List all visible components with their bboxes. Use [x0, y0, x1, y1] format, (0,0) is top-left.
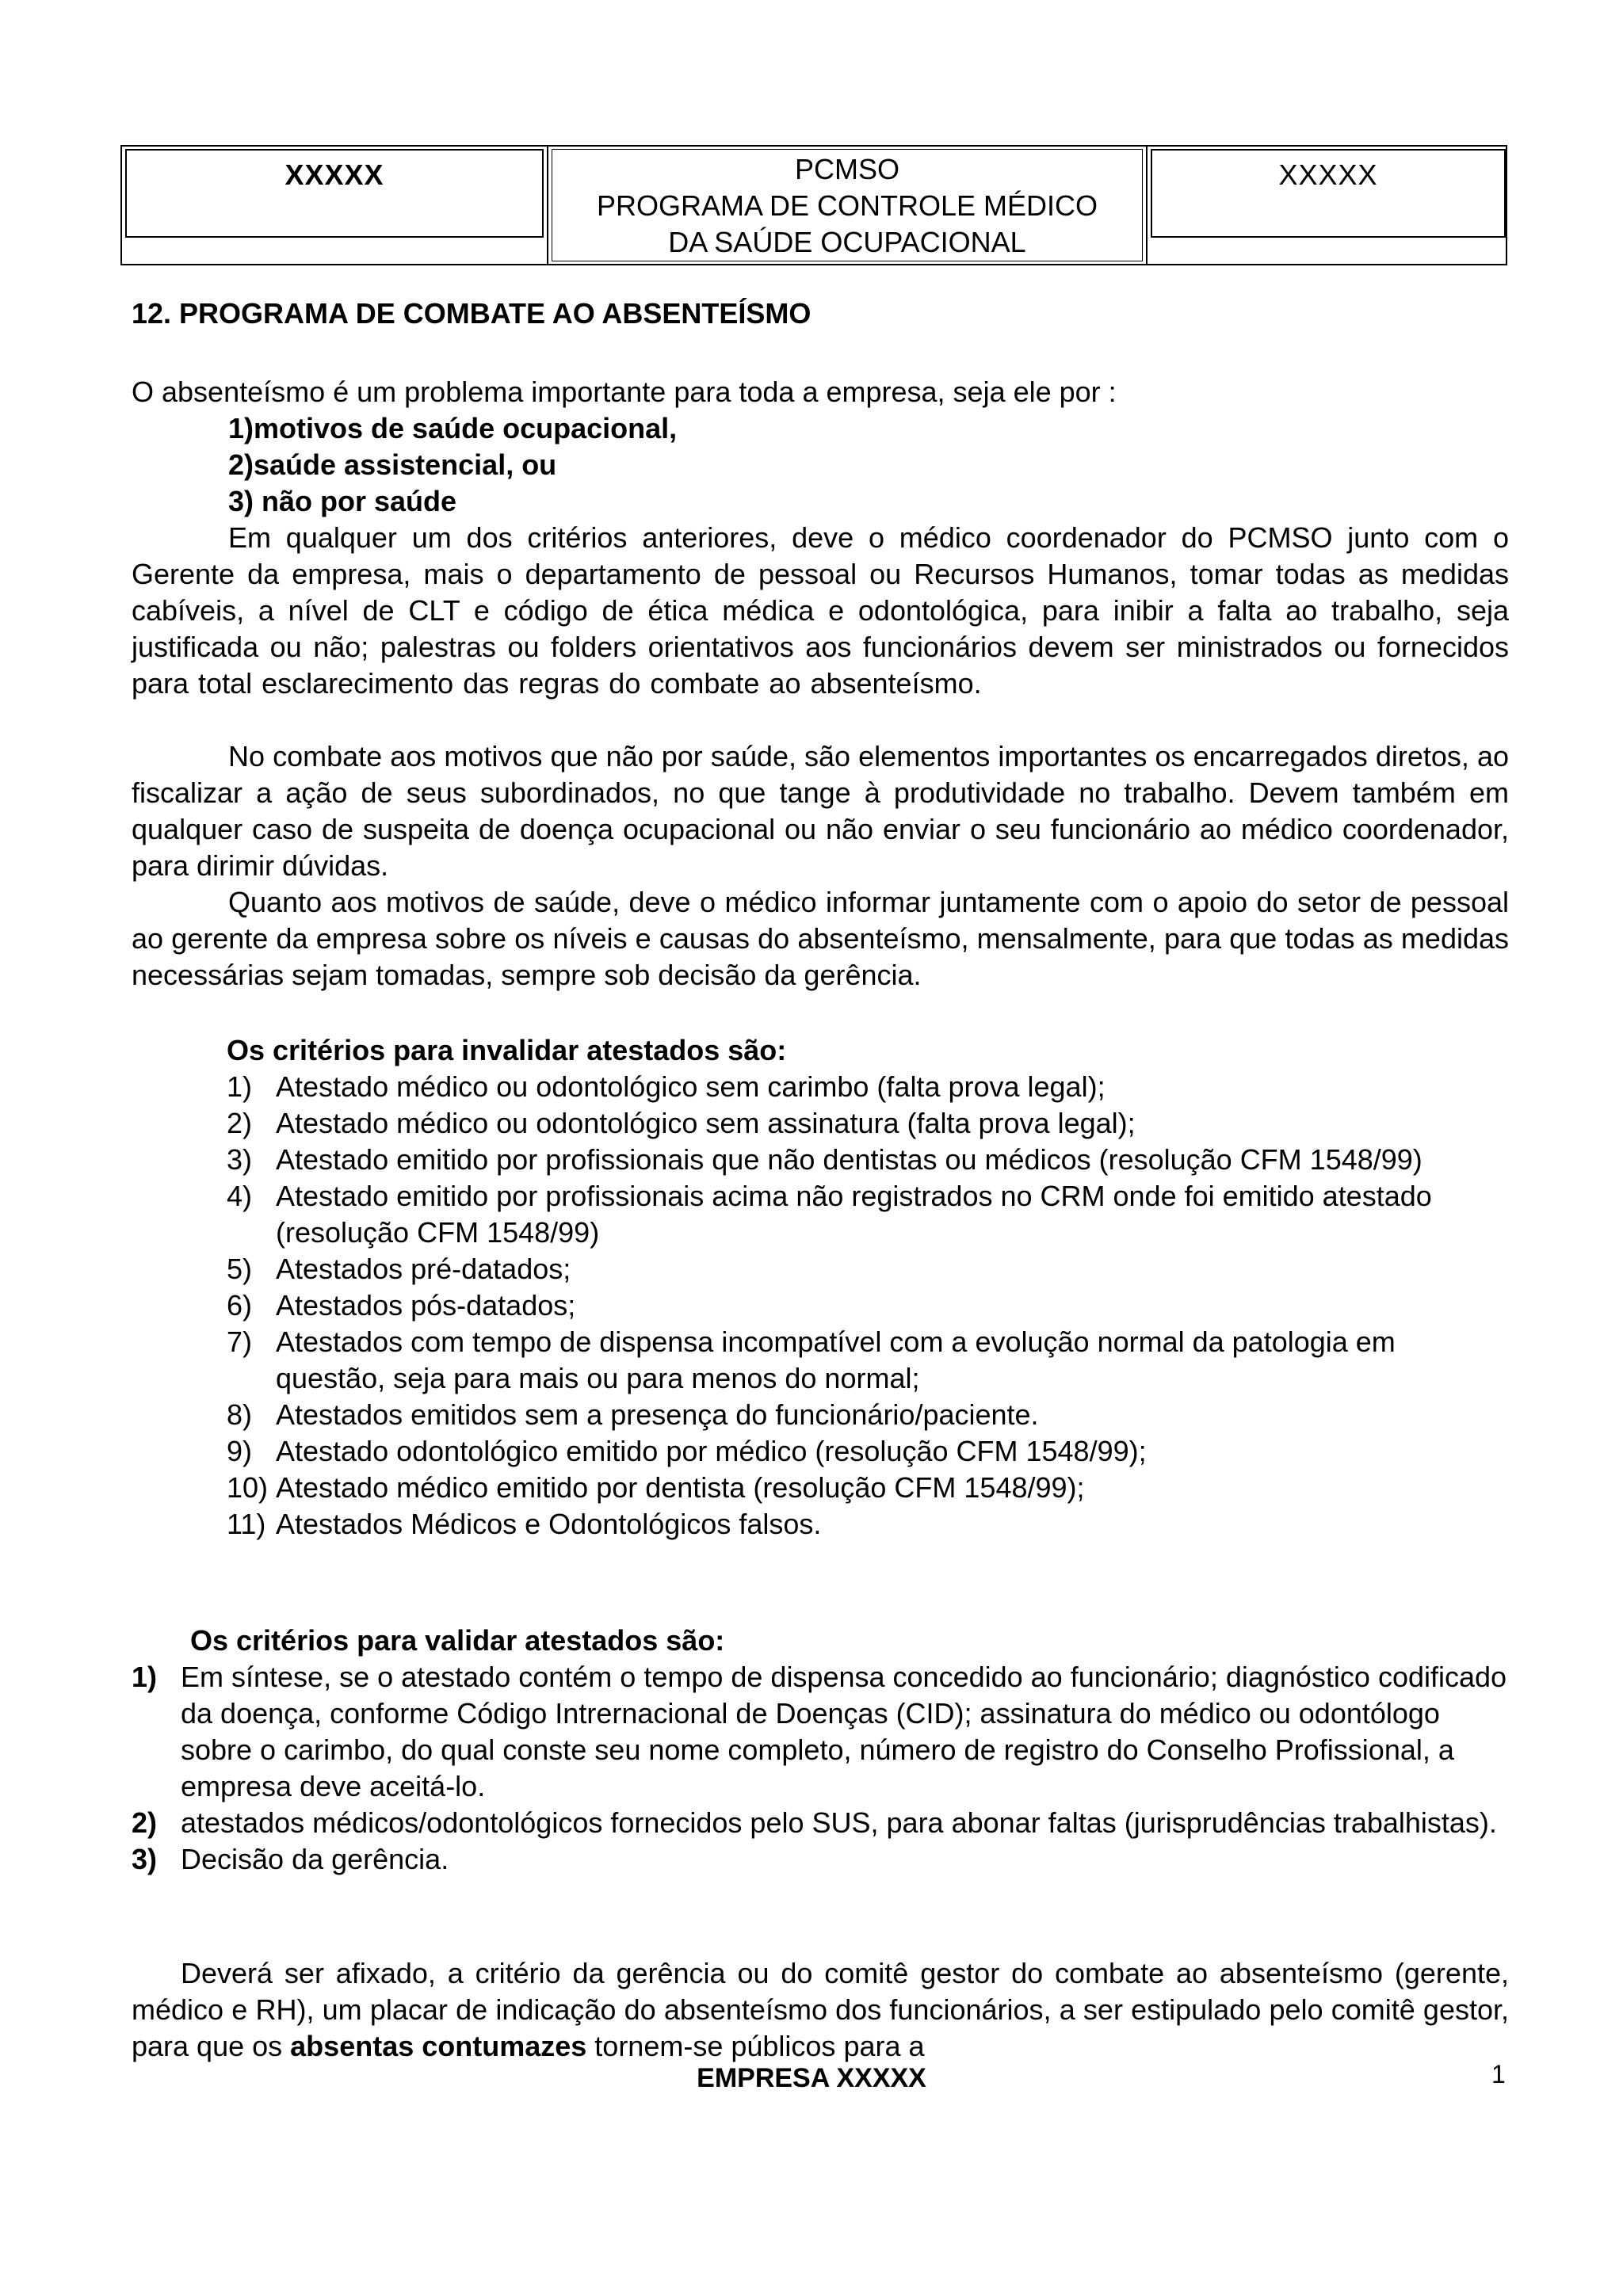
- list-item: 8) Atestados emitidos sem a presença do funcionário/paciente.: [227, 1398, 1039, 1431]
- paragraph: Em qualquer um dos critérios anteriores, deve o médico coordenador do PCMSO junto com o Gerente da empresa, mais o departamento de pessoal ou Recursos Humanos, tomar todas as medidas cabíveis, a nível de CLT e código de ética médica e odontológica, para inibir a falta ao trabalho, seja justificada ou não; palestras ou folders orientativos aos funcionários devem ser ministrados ou fornecidos para total esclarecimento das regras do combate ao absenteísmo.: [132, 521, 1509, 700]
- paragraph: Quanto aos motivos de saúde, deve o médico informar juntamente com o apoio do setor de pessoal ao gerente da empresa sobre os níveis e causas do absenteísmo, mensalmente, para que todas as medidas necessárias sejam tomadas, sempre sob decisão da gerência.: [132, 886, 1509, 991]
- list-item: 2) atestados médicos/odontológicos fornecidos pelo SUS, para abonar faltas (jurisprudências trabalhistas).: [132, 1806, 1497, 1839]
- list-item: 3) Atestado emitido por profissionais que não dentistas ou médicos (resolução CFM 1548/99): [227, 1143, 1423, 1176]
- list-item: 7) Atestados com tempo de dispensa incompatível com a evolução normal da patologia em questão, seja para mais ou para menos do normal;: [227, 1325, 1396, 1394]
- header-left-text: XXXXX: [285, 158, 384, 191]
- header-middle-cell: [548, 147, 1148, 264]
- list-item: 11) Atestados Médicos e Odontológicos falsos.: [227, 1508, 822, 1540]
- header-title: [548, 151, 1146, 261]
- header-left-cell: [122, 147, 548, 264]
- list-item: 4) Atestado emitido por profissionais acima não registrados no CRM onde foi emitido atestado (resolução CFM 1548/99): [227, 1180, 1432, 1249]
- list-item: 10) Atestado médico emitido por dentista (resolução CFM 1548/99);: [227, 1471, 1085, 1504]
- header-table: [120, 145, 1507, 265]
- valid-criteria-list: [132, 1659, 1512, 1878]
- list-item: 1) Atestado médico ou odontológico sem carimbo (falta prova legal);: [227, 1070, 1106, 1103]
- header-right-text: XXXXX: [1278, 158, 1378, 191]
- closing-paragraph: Deverá ser afixado, a critério da gerência ou do comitê gestor do combate ao absenteísmo (gerente, médico e RH), um placar de indicação do absenteísmo dos funcionários, a ser estipulado pelo comitê gestor, para que os absentas contumazes tornem-se públicos para a: [132, 1957, 1509, 2062]
- header-right-cell: [1148, 147, 1509, 264]
- header-title-line: DA SAÚDE OCUPACIONAL: [668, 226, 1026, 258]
- list-item: 3) Decisão da gerência.: [132, 1843, 449, 1875]
- footer-company: EMPRESA XXXXX: [697, 2063, 926, 2093]
- section-title: 12. PROGRAMA DE COMBATE AO ABSENTEÍSMO: [132, 297, 812, 330]
- invalid-criteria-heading: Os critérios para invalidar atestados são:: [227, 1034, 787, 1066]
- motive-item: 1)motivos de saúde ocupacional,: [228, 412, 678, 444]
- header-title-line: PCMSO: [794, 153, 899, 185]
- motive-item: 2)saúde assistencial, ou: [228, 448, 557, 481]
- paragraph: No combate aos motivos que não por saúde, são elementos importantes os encarregados diretos, ao fiscalizar a ação de seus subordinados, no que tange à produtividade no trabalho. Devem também em qualquer caso de suspeita de doença ocupacional ou não enviar o seu funcionário ao médico coordenador, para dirimir dúvidas.: [132, 740, 1509, 882]
- valid-criteria-heading: Os critérios para validar atestados são:: [190, 1624, 725, 1657]
- intro-text: O absenteísmo é um problema importante para toda a empresa, seja ele por :: [132, 376, 1117, 408]
- highlight-text: absentas contumazes: [290, 2030, 587, 2062]
- list-item: 9) Atestado odontológico emitido por médico (resolução CFM 1548/99);: [227, 1435, 1147, 1467]
- list-item: 5) Atestados pré-datados;: [227, 1253, 571, 1285]
- list-item: 2) Atestado médico ou odontológico sem assinatura (falta prova legal);: [227, 1107, 1136, 1139]
- page-number: 1: [1491, 2060, 1506, 2088]
- list-item: 1) Em síntese, se o atestado contém o tempo de dispensa concedido ao funcionário; diagnóstico codificado da doença, conforme Código Intrernacional de Doenças (CID); assinatura do médico ou odontólogo sobre o carimbo, do qual conste seu nome completo, número de registro do Conselho Profissional, a empresa deve aceitá-lo.: [132, 1661, 1507, 1802]
- invalid-criteria-list: [227, 1069, 1463, 1543]
- header-title-line: PROGRAMA DE CONTROLE MÉDICO: [596, 189, 1098, 222]
- motive-item: 3) não por saúde: [228, 485, 457, 517]
- list-item: 6) Atestados pós-datados;: [227, 1289, 576, 1322]
